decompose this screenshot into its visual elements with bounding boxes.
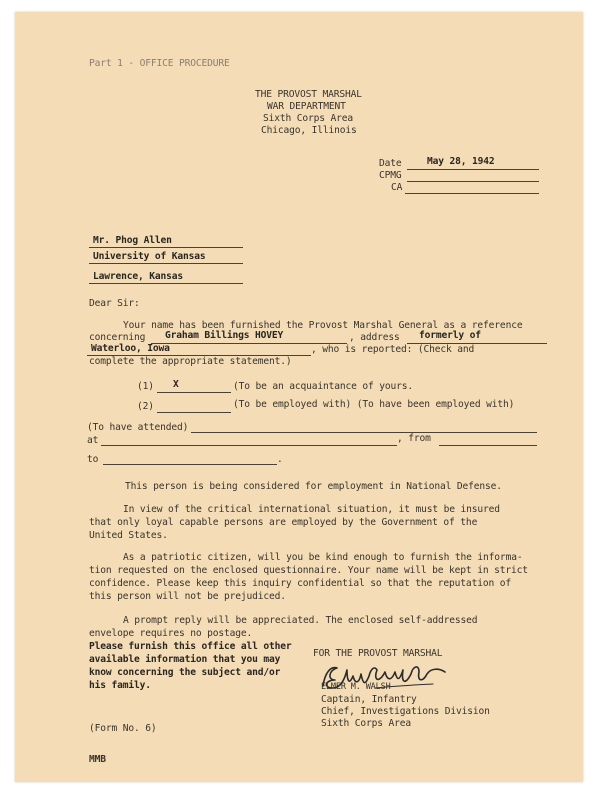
recipient-line-1 <box>89 247 243 248</box>
p4-line-2: tion requested on the enclosed questionnaire. Your name will be kept in strict <box>89 565 528 576</box>
p1-reported: , who is reported: (Check and <box>311 344 475 355</box>
date-value: May 28, 1942 <box>427 156 495 167</box>
signer-title: Chief, Investigations Division <box>321 706 490 717</box>
note-line-3: know concerning the subject and/or <box>89 667 281 678</box>
attended-blank[interactable] <box>191 432 537 433</box>
recipient-name: Mr. Phog Allen <box>93 235 172 246</box>
recipient-org: University of Kansas <box>93 251 206 262</box>
typist-initials: MMB <box>89 754 106 765</box>
p3-line-3: United States. <box>89 530 168 541</box>
option-1-text: (To be an acquaintance of yours. <box>233 381 414 392</box>
letterhead-line-2: WAR DEPARTMENT <box>267 101 346 112</box>
address-value-1: formerly of <box>419 330 481 341</box>
date-label: Date <box>379 158 402 169</box>
letterhead-line-1: THE PROVOST MARSHAL <box>255 89 362 100</box>
from-label: , from <box>397 433 431 444</box>
option-2-number: (2) <box>137 401 154 412</box>
p1-concerning: concerning <box>89 332 146 343</box>
option-1-number: (1) <box>137 381 154 392</box>
ca-line <box>405 193 539 194</box>
salutation: Dear Sir: <box>89 298 140 309</box>
p1-line-1: Your name has been furnished the Provost Marshal General as a reference <box>123 320 523 331</box>
cpmg-line <box>407 181 539 182</box>
to-end: . <box>277 454 283 465</box>
letterhead-line-3: Sixth Corps Area <box>263 113 354 124</box>
to-blank[interactable] <box>103 464 277 465</box>
note-line-1: Please furnish this office all other <box>89 641 292 652</box>
for-provost-marshal: FOR THE PROVOST MARSHAL <box>313 648 443 659</box>
to-label: to <box>87 454 99 465</box>
p3-line-2: that only loyal capable persons are employed by the Government of the <box>89 517 478 528</box>
option-1-blank[interactable] <box>157 392 231 393</box>
address-value-2: Waterloo, Iowa <box>91 343 170 354</box>
signer-rank: Captain, Infantry <box>321 694 417 705</box>
date-line <box>407 169 539 170</box>
note-line-2: available information that you may <box>89 654 281 665</box>
signer-name: ELMER M. WALSH <box>321 682 391 692</box>
note-line-4: his family. <box>89 680 151 691</box>
paragraph-national-defense: This person is being considered for employment in National Defense. <box>125 481 502 492</box>
p5-line-1: A prompt reply will be appreciated. The enclosed self-addressed <box>123 615 478 626</box>
option-2-text: (To be employed with) (To have been employed with) <box>233 399 515 410</box>
letterhead-line-4: Chicago, Illinois <box>261 125 357 136</box>
subject-name: Graham Billings HOVEY <box>165 330 284 341</box>
p4-line-3: confidence. Please keep this inquiry confidential so that the reputation of <box>89 578 511 589</box>
at-label: at <box>87 435 99 446</box>
p1-address: , address <box>349 332 400 343</box>
from-blank[interactable] <box>439 445 537 446</box>
recipient-city: Lawrence, Kansas <box>93 271 184 282</box>
p4-line-4: this person will not be prejudiced. <box>89 591 286 602</box>
recipient-line-2 <box>89 263 243 264</box>
recipient-line-3 <box>89 283 243 284</box>
p5-line-2: envelope requires no postage. <box>89 628 253 639</box>
option-2-blank[interactable] <box>157 412 231 413</box>
at-blank[interactable] <box>101 445 397 446</box>
p1-line-3: complete the appropriate statement.) <box>89 356 292 367</box>
p3-line-1: In view of the critical international situation, it must be insured <box>123 504 500 515</box>
attended-label: (To have attended) <box>87 422 189 433</box>
signer-area: Sixth Corps Area <box>321 718 412 729</box>
part-label: Part 1 - OFFICE PROCEDURE <box>89 58 230 69</box>
p4-line-1: As a patriotic citizen, will you be kind enough to furnish the informa- <box>123 552 523 563</box>
option-1-check-mark: X <box>173 379 179 390</box>
ca-label: CA <box>391 182 403 193</box>
form-number: (Form No. 6) <box>89 723 157 734</box>
letter-page <box>15 12 583 782</box>
cpmg-label: CPMG <box>379 170 402 181</box>
